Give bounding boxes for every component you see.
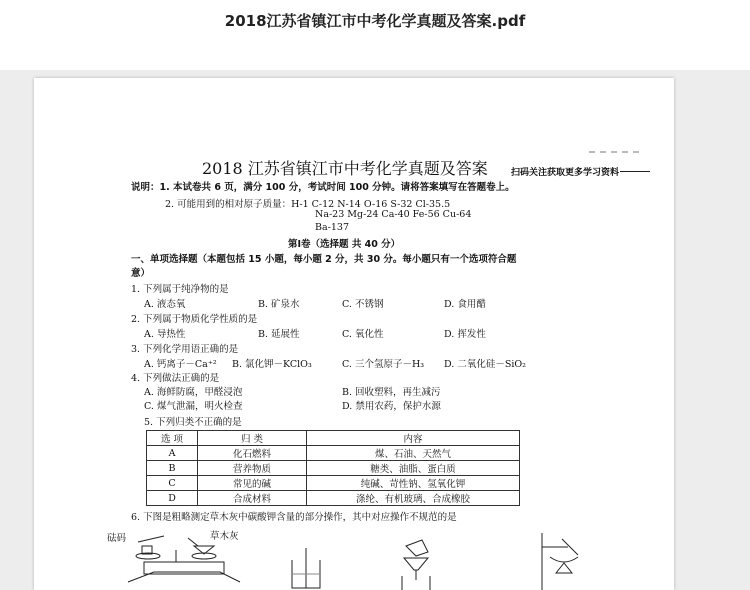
table-cell: B (147, 461, 198, 476)
q2-option-c: C. 氧化性 (342, 329, 384, 340)
q3-option-b: B. 氯化钾－KClO₃ (232, 359, 312, 370)
table-row (147, 446, 520, 461)
q2-option-a: A. 导热性 (144, 329, 186, 340)
evaporation-figure (528, 533, 588, 590)
table-row (147, 461, 520, 476)
table-cell: 合成材料 (198, 491, 307, 506)
classification-table (146, 430, 520, 506)
q2-option-b: B. 延展性 (258, 329, 300, 340)
table-cell: 煤、石油、天然气 (307, 446, 520, 461)
q1-option-d: D. 食用醋 (444, 299, 486, 310)
table-cell: 糖类、油脂、蛋白质 (307, 461, 520, 476)
q3-option-d: D. 二氧化硅－SiO₂ (444, 359, 526, 370)
note-line-1 (131, 179, 515, 193)
question-2-stem: 2. 下列属于物质化学性质的是 (131, 314, 258, 325)
q1-option-c: C. 不锈钢 (342, 299, 384, 310)
promo-text: 扫码关注获取更多学习资料 (511, 168, 620, 178)
decorative-dashes (589, 151, 639, 153)
balance-scale-figure (124, 526, 244, 590)
question-5-stem: 5. 下列归类不正确的是 (144, 417, 242, 428)
table-cell: 纯碱、苛性钠、氢氧化钾 (307, 476, 520, 491)
table-cell: 涤纶、有机玻璃、合成橡胶 (307, 491, 520, 506)
viewer-toolbar (0, 0, 750, 70)
q2-option-d: D. 挥发性 (444, 329, 486, 340)
question-1-stem: 1. 下列属于纯净物的是 (131, 284, 229, 295)
q4-option-a: A. 海鲜防腐，甲醛浸泡 (144, 387, 243, 398)
q4-option-c: C. 煤气泄漏，明火检查 (144, 401, 243, 412)
table-header-row (147, 431, 520, 446)
table-cell: A (147, 446, 198, 461)
q1-option-a: A. 液态氧 (144, 299, 186, 310)
part-heading-line-1: 一、单项选择题（本题包括 15 小题，每小题 2 分，共 30 分。每小题只有一个选项符合题 (131, 254, 517, 265)
table-cell: C (147, 476, 198, 491)
table-cell: 营养物质 (198, 461, 307, 476)
question-3-stem: 3. 下列化学用语正确的是 (131, 344, 239, 355)
pdf-page (34, 78, 674, 590)
note-line-2: 2. 可能用到的相对原子质量：H-1 C-12 N-14 O-16 S-32 Cl-35.5 (165, 199, 451, 210)
note-1-text: 说明：1. 本试卷共 6 页，满分 100 分，考试时间 100 分钟。请将答案填写在答题卷上。 (131, 182, 515, 193)
promo-line (620, 171, 650, 172)
table-row (147, 491, 520, 506)
file-title: 2018江苏省镇江市中考化学真题及答案.pdf (224, 12, 526, 30)
table-header-cell: 内容 (307, 431, 520, 446)
table-cell: D (147, 491, 198, 506)
q4-option-d: D. 禁用农药，保护水源 (342, 401, 441, 412)
table-cell: 化石燃料 (198, 446, 307, 461)
filtration-figure (386, 536, 446, 590)
document-title: 2018 江苏省镇江市中考化学真题及答案 (202, 159, 488, 178)
figure-label-weight: 砝码 (107, 533, 127, 544)
section-heading: 第Ⅰ卷（选择题 共 40 分） (288, 239, 401, 250)
table-row (147, 476, 520, 491)
q1-option-b: B. 矿泉水 (258, 299, 300, 310)
q3-option-c: C. 三个氢原子－H₃ (342, 359, 425, 370)
question-6-stem: 6. 下图是粗略测定草木灰中碳酸钾含量的部分操作，其中对应操作不规范的是 (131, 512, 457, 523)
figure-label-ash: 草木灰 (210, 531, 239, 542)
note-line-3: Na-23 Mg-24 Ca-40 Fe-56 Cu-64 (315, 209, 472, 220)
q4-option-b: B. 回收塑料，再生减污 (342, 387, 441, 398)
question-4-stem: 4. 下列做法正确的是 (131, 373, 220, 384)
table-header-cell: 归 类 (198, 431, 307, 446)
q3-option-a: A. 钙离子－Ca⁺² (144, 359, 217, 370)
part-heading-line-2: 意） (131, 268, 151, 279)
table-header-cell: 选 项 (147, 431, 198, 446)
note-line-4: Ba-137 (315, 222, 349, 233)
table-cell: 常见的碱 (198, 476, 307, 491)
beaker-figure (284, 548, 334, 590)
